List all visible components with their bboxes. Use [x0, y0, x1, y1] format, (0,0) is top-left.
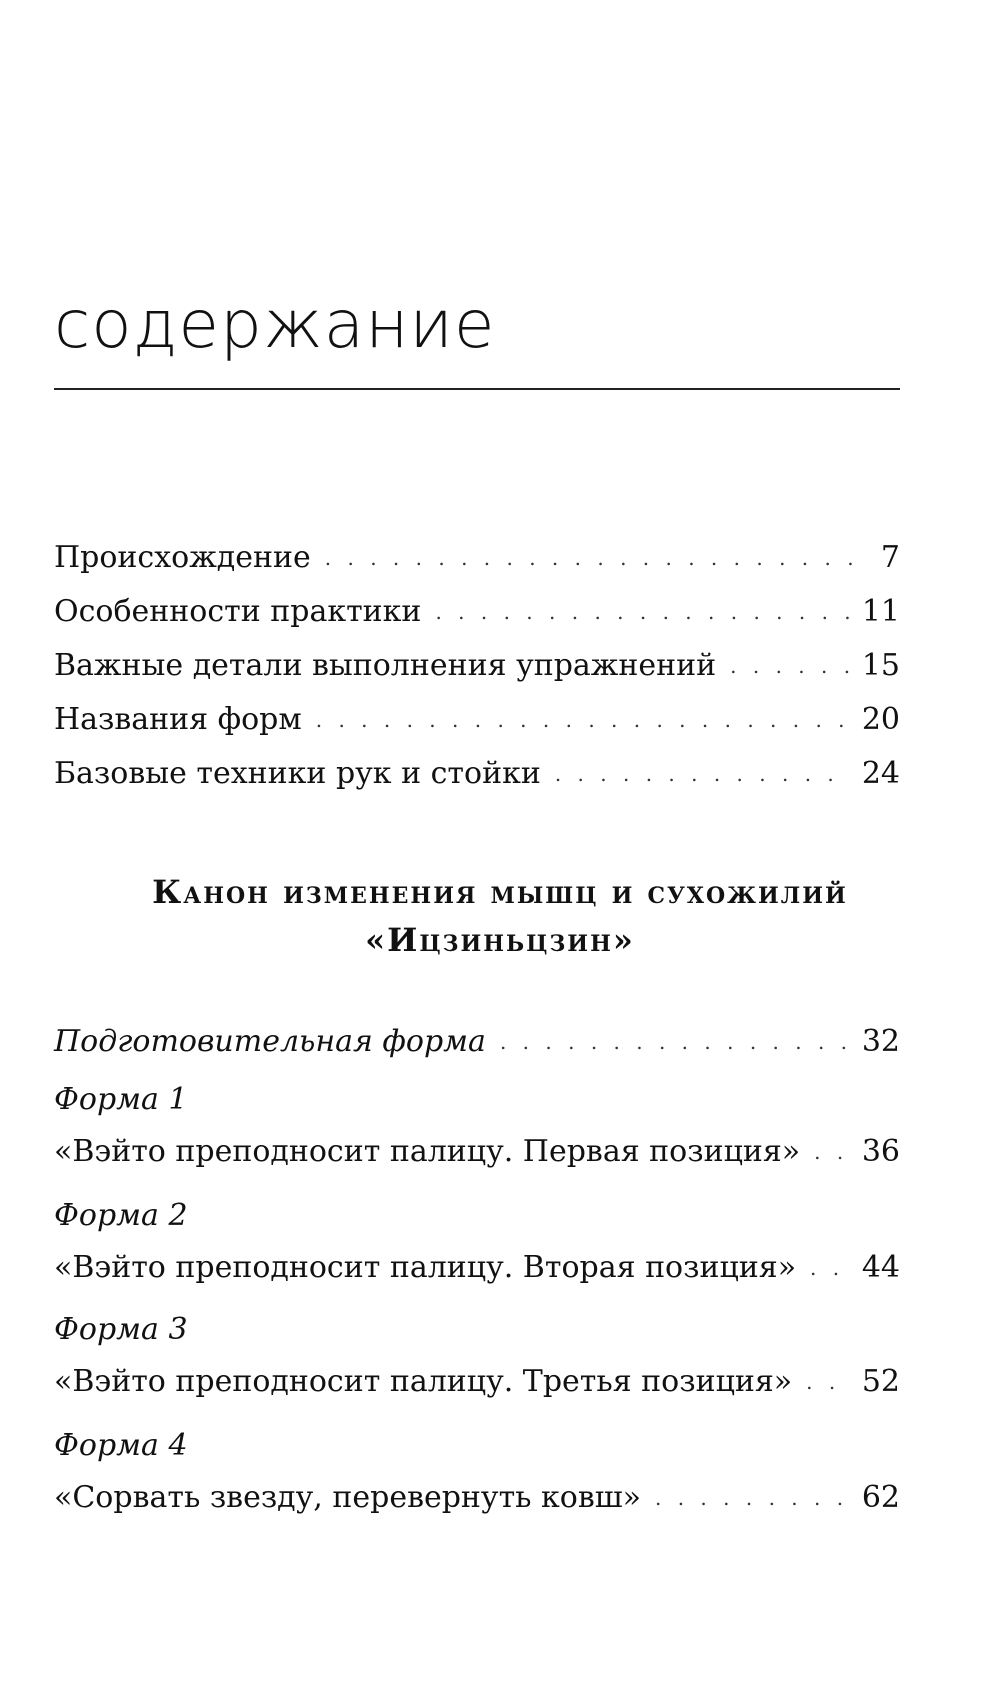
toc-entry-label: «Вэйто преподносит палицу. Третья позиция» [54, 1364, 793, 1399]
toc-entry[interactable] [54, 592, 900, 632]
dot-leader [435, 592, 849, 632]
toc-entry-label: Базовые техники рук и стойки [54, 756, 541, 791]
toc-entry-page: 15 [861, 648, 900, 683]
toc-entry-label: «Вэйто преподносит палицу. Первая позиция» [54, 1134, 801, 1169]
toc-entry[interactable] [54, 754, 900, 794]
dot-leader [655, 1478, 850, 1518]
toc-entry-page: 24 [861, 756, 900, 791]
toc-entry-form-3[interactable] [54, 1362, 900, 1402]
toc-entry-page: 7 [880, 540, 900, 575]
toc-entry-page: 62 [861, 1480, 900, 1515]
dot-leader [500, 1022, 850, 1062]
section-heading-line1: Канон изменения мышц и сухожилий [152, 873, 848, 911]
dot-leader [555, 754, 850, 794]
toc-entry-form-4[interactable] [54, 1478, 900, 1518]
dot-leader [814, 1132, 850, 1172]
dot-leader [810, 1248, 850, 1288]
toc-entry[interactable] [54, 646, 900, 686]
toc-entry-label: Важные детали выполнения упражнений [54, 648, 717, 683]
toc-entry-label: Подготовительная форма [54, 1024, 486, 1059]
section-heading [0, 868, 1000, 964]
toc-entry-form-1[interactable] [54, 1132, 900, 1172]
form-number-label: Форма 2 [54, 1198, 188, 1233]
page-title: содержание [54, 286, 496, 363]
toc-entry-label: Особенности практики [54, 594, 422, 629]
dot-leader [325, 538, 852, 578]
toc-entry-label: Названия форм [54, 702, 302, 737]
toc-entry[interactable] [54, 700, 900, 740]
toc-entry-label: «Вэйто преподносит палицу. Вторая позиция» [54, 1250, 797, 1285]
dot-leader [730, 646, 850, 686]
toc-entry-page: 20 [861, 702, 900, 737]
toc-entry-page: 32 [861, 1024, 900, 1059]
toc-entry[interactable] [54, 538, 900, 578]
dot-leader [316, 700, 850, 740]
form-number-label: Форма 1 [54, 1082, 188, 1117]
title-underline [54, 388, 900, 390]
toc-entry-prep-form[interactable] [54, 1022, 900, 1062]
toc-entry-label: Происхождение [54, 540, 311, 575]
form-number-label: Форма 3 [54, 1312, 188, 1347]
toc-entry-page: 11 [861, 594, 900, 629]
section-heading-line2: «Ицзиньцзин» [365, 921, 635, 959]
dot-leader [806, 1362, 850, 1402]
toc-entry-page: 36 [861, 1134, 900, 1169]
toc-entry-label: «Сорвать звезду, перевернуть ковш» [54, 1480, 641, 1515]
toc-entry-form-2[interactable] [54, 1248, 900, 1288]
toc-entry-page: 44 [861, 1250, 900, 1285]
toc-entry-page: 52 [861, 1364, 900, 1399]
form-number-label: Форма 4 [54, 1428, 188, 1463]
